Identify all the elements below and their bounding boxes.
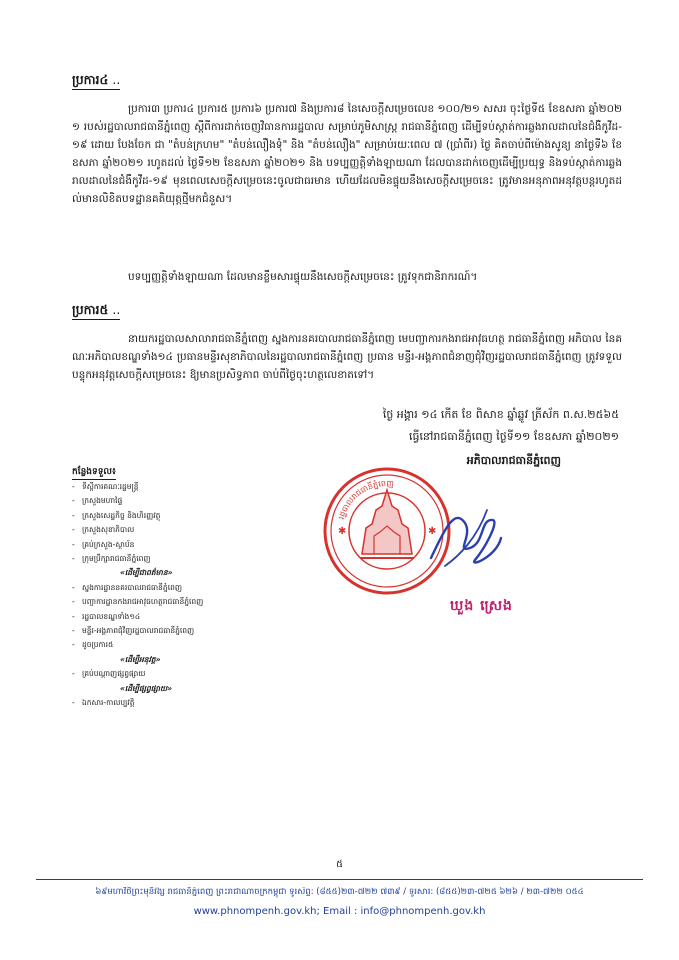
recipient-text: គ្រប់ក្រសួង-ស្ថាប័ន [82, 539, 135, 549]
recipient-bullet: - [72, 554, 75, 564]
signer-name: ឃួង ស្រេង [450, 598, 513, 614]
recipient-bullet: - [72, 539, 75, 549]
recipients-list [72, 480, 302, 711]
article-4-dots: .. [112, 72, 121, 87]
recipient-text: ក្រសួងមហាផ្ទៃ [82, 496, 123, 506]
recipient-text: រដ្ឋបាលខណ្ឌទាំង១៤ [82, 611, 141, 621]
article-5-heading [72, 302, 120, 320]
recipients-purpose-label: «ដើម្បីជាពត៌មាន» [120, 568, 173, 578]
svg-text:✱: ✱ [428, 526, 437, 537]
article-4-paragraph-1: ប្រការ៣ ប្រការ៤ ប្រការ៥ ប្រការ៦ ប្រការ៧ និងប្រការ៨ នៃសេចក្តីសម្រេចលេខ ១០០/២១ សសរ ចុះថ្ងៃទី៥ ខែឧសភា ឆ្នាំ២០២១ របស់រដ្ឋបាលរាជធានីភ្នំពេញ ស្តីពីការដាក់ចេញវិធានការរដ្ឋបាល សម្រាប់ភូមិសាស្ត្រ រាជធានីភ្នំពេញ ដើម្បីទប់ស្កាត់ការឆ្លងរាលដាលនៃជំងឺកូវីដ-១៩ ដោយ បែងចែក ជា "តំបន់ក្រហម" "តំបន់លឿងទុំ" និង "តំបន់លឿង" សម្រាប់រយៈពេល ៧ (ប្រាំពីរ) ថ្ងៃ គិតចាប់ពីម៉ោងសូន្យ នាថ្ងៃទី៦ ខែឧសភា ឆ្នាំ២០២១ រហូតដល់ ថ្ងៃទី១២ ខែឧសភា ឆ្នាំ២០២១ និង បទប្បញ្ញត្តិទាំងឡាយណា ដែលបានដាក់ចេញដើម្បីប្រយុទ្ធ និងទប់ស្កាត់ការឆ្លង រាលដាលនៃជំងឺកូវីដ-១៩ មុនពេលសេចក្តីសម្រេចនេះចូលជាធរមាន ហើយដែលមិនផ្ទុយនឹងសេចក្តីសម្រេចនេះ ត្រូវមានអនុភាពអនុវត្តបន្តរហូតដល់មានលិខិតបទដ្ឋានគតិយុត្តថ្មីមកជំនួស។ [72, 103, 622, 205]
footer-address: ៦៩មហាវិថីព្រះមុនីវង្ស រាជធានីភ្នំពេញ ព្រះរាជាណាចក្រកម្ពុជា ទូរស័ព្ទ: (៨៥៥)២៣-៧២២ ៧៣៩ / ទូរសារ: (៨៥៥)២៣-៧២៥ ៦២៦ / ២៣-៧២២ ០៥៤ [95, 887, 584, 897]
recipient-bullet: - [72, 640, 75, 650]
recipient-item [72, 624, 302, 638]
recipient-bullet: - [72, 669, 75, 679]
article-5-paragraph-1: នាយករដ្ឋបាលសាលារាជធានីភ្នំពេញ ស្នងការនគរបាលរាជធានីភ្នំពេញ មេបញ្ជាការកងរាជអាវុធហត្ថ រាជធានីភ្នំពេញ អភិបាល នៃគណៈអភិបាលខណ្ឌទាំង១៤ ប្រធានមន្ទីរសុខាភិបាលនៃរដ្ឋបាលរាជធានីភ្នំពេញ ប្រធាន មន្ទីរ-អង្គភាពជំនាញជុំវិញរដ្ឋបាលរាជធានីភ្នំពេញ ត្រូវទទួលបន្ទុកអនុវត្តសេចក្តីសម្រេចនេះ ឱ្យមានប្រសិទ្ធភាព ចាប់ពីថ្ងៃចុះហត្ថលេខាតទៅ។ [72, 333, 622, 381]
article-4-paragraph-2: បទប្បញ្ញត្តិទាំងឡាយណា ដែលមានខ្លឹមសារផ្ទុយនឹងសេចក្តីសម្រេចនេះ ត្រូវទុកជានិរាករណ៍។ [128, 271, 478, 283]
lunar-date: ថ្ងៃ អង្គារ ១៤ កើត ខែ ពិសាខ ឆ្នាំឆ្លូវ ត្រីស័ក ព.ស.២៥៦៥ [382, 408, 619, 421]
recipient-text: ក្រសួងសេដ្ឋកិច្ច និងហិរញ្ញវត្ថុ [82, 510, 161, 520]
recipient-item [72, 480, 302, 494]
recipient-item [72, 494, 302, 508]
recipient-bullet: - [72, 482, 75, 491]
footer-divider [36, 879, 643, 880]
article-5-title: ប្រការ៥ [72, 302, 109, 317]
recipients-purpose-label: «ដើម្បីផ្សព្វផ្សាយ» [120, 683, 173, 693]
recipient-bullet: - [72, 582, 75, 592]
recipients-title: កន្លែងទទួល៖ [72, 466, 116, 480]
recipient-text: ស្នងការដ្ឋាននគរបាលរាជធានីភ្នំពេញ [82, 582, 182, 592]
recipient-bullet: - [72, 611, 75, 621]
recipient-text: គ្រប់បណ្តាញផ្សព្វផ្សាយ [82, 669, 146, 679]
article-4-heading [72, 72, 120, 90]
recipient-text: ក្រុមប្រឹក្សារាជធានីភ្នំពេញ [82, 554, 151, 564]
article-4-title: ប្រការ៤ [72, 72, 109, 87]
recipient-item [72, 638, 302, 652]
recipient-bullet: - [72, 698, 75, 708]
solar-date: ធ្វើនៅរាជធានីភ្នំពេញ ថ្ងៃទី១១ ខែឧសភា ឆ្នាំ២០២១ [408, 430, 619, 443]
recipient-text: ទីស្តីការគណៈរដ្ឋមន្ត្រី [82, 482, 139, 491]
recipient-bullet: - [72, 496, 75, 506]
governor-title: អភិបាលរាជធានីភ្នំពេញ [466, 454, 561, 467]
recipient-bullet: - [72, 510, 75, 520]
recipient-bullet: - [72, 626, 75, 636]
footer-web-email: www.phnompenh.gov.kh; Email : info@phnompenh.gov.kh [193, 906, 486, 917]
recipient-item [72, 581, 302, 595]
recipient-text: ឯកសារ-កាលប្បវត្តិ [82, 698, 135, 708]
recipient-item [72, 667, 302, 681]
recipient-item [72, 696, 302, 710]
recipient-text: ដូចប្រការ៥ [82, 640, 114, 650]
recipient-bullet: - [72, 525, 75, 535]
signature-mark [425, 498, 505, 578]
seal-text: រដ្ឋបាលរាជធានីភ្នំពេញ [336, 478, 395, 521]
recipient-item [72, 552, 302, 566]
recipient-text: បញ្ជាការដ្ឋានកងរាជអាវុធហត្ថរាជធានីភ្នំពេញ [82, 597, 204, 607]
recipient-item [72, 610, 302, 624]
article-5-dots: .. [112, 302, 121, 317]
recipients-purpose-label: «ដើម្បីអនុវត្ត» [120, 654, 161, 664]
svg-text:✱: ✱ [338, 526, 347, 537]
recipient-bullet: - [72, 597, 75, 607]
recipient-item [72, 595, 302, 609]
recipient-item [72, 509, 302, 523]
recipient-text: មន្ទីរ-អង្គភាពជុំវិញរដ្ឋបាលរាជធានីភ្នំពេញ [82, 626, 195, 636]
page-number: ៥ [336, 859, 344, 870]
recipient-item [72, 538, 302, 552]
recipient-item [72, 523, 302, 537]
recipient-text: ក្រសួងសុខាភិបាល [82, 525, 135, 535]
